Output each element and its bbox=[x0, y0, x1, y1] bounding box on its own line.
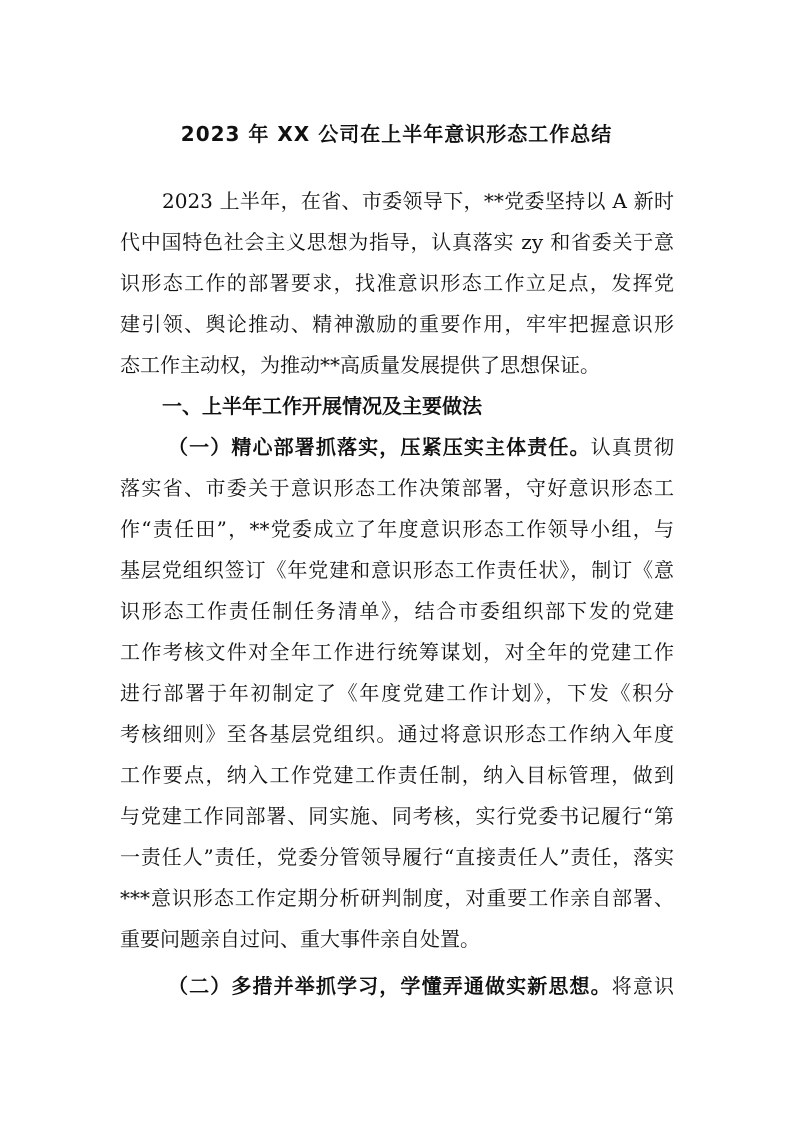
sub1-line-12: 重要问题亲自过问、重大事件亲自处置。 bbox=[120, 927, 480, 951]
sub2-heading: （二）多措并举抓学习，学懂弄通做实新思想。 bbox=[168, 974, 612, 998]
intro-line-3: 识形态工作的部署要求，找准意识形态工作立足点，发挥党 bbox=[120, 271, 674, 295]
sub1-line-7: 考核细则》至各基层党组织。通过将意识形态工作纳入年度 bbox=[120, 722, 674, 746]
sub1-line-9: 与党建工作同部署、同实施、同考核，实行党委书记履行“第 bbox=[120, 804, 674, 828]
sub1-line-8: 工作要点，纳入工作党建工作责任制，纳入目标管理，做到 bbox=[120, 763, 674, 787]
intro-line-4: 建引领、舆论推动、精神激励的重要作用，牢牢把握意识形 bbox=[120, 312, 674, 336]
sub1-line-2: 作“责任田”，**党委成立了年度意识形态工作领导小组，与 bbox=[120, 517, 674, 541]
sub1-line-4: 识形态工作责任制任务清单》，结合市委组织部下发的党建 bbox=[120, 599, 674, 623]
sub2-first-line-rest: 将意识 bbox=[611, 974, 674, 998]
sub1-first-line-rest: 认真贯彻 bbox=[590, 435, 674, 459]
document-title: 2023 年 XX 公司在上半年意识形态工作总结 bbox=[180, 122, 613, 146]
sub1-line-5: 工作考核文件对全年工作进行统筹谋划，对全年的党建工作 bbox=[120, 640, 674, 664]
intro-line-5: 态工作主动权，为推动**高质量发展提供了思想保证。 bbox=[120, 353, 600, 377]
sub1-line-6: 进行部署于年初制定了《年度党建工作计划》，下发《积分 bbox=[120, 681, 674, 705]
sub1-line-1: 落实省、市委关于意识形态工作决策部署，守好意识形态工 bbox=[120, 476, 674, 500]
sub1-heading: （一）精心部署抓落实，压紧压实主体责任。 bbox=[168, 435, 591, 459]
sub1-line-3: 基层党组织签订《年党建和意识形态工作责任状》，制订《意 bbox=[120, 558, 674, 582]
intro-line-1: 2023 上半年，在省、市委领导下，**党委坚持以 A 新时 bbox=[162, 189, 674, 213]
sub1-first-line bbox=[168, 427, 674, 467]
intro-line-2: 代中国特色社会主义思想为指导，认真落实 zy 和省委关于意 bbox=[120, 230, 674, 254]
section1-heading: 一、上半年工作开展情况及主要做法 bbox=[162, 394, 482, 418]
sub1-line-11: ***意识形态工作定期分析研判制度，对重要工作亲自部署、 bbox=[120, 886, 674, 910]
sub2-first-line bbox=[168, 966, 674, 1006]
sub1-line-10: 一责任人”责任，党委分管领导履行“直接责任人”责任，落实 bbox=[120, 845, 674, 869]
